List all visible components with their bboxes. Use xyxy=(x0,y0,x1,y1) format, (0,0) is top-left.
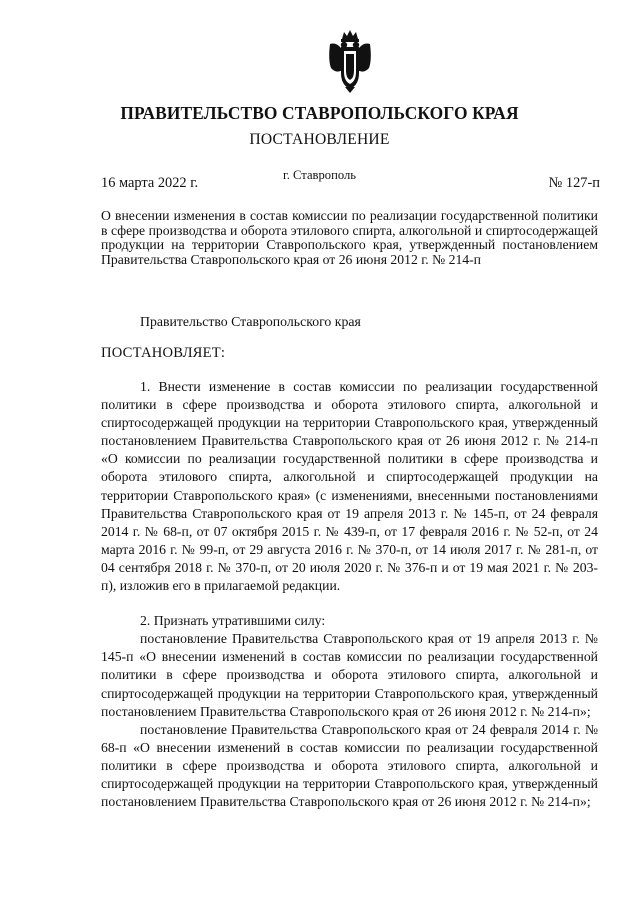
document-body xyxy=(101,378,598,811)
document-city: г. Ставрополь xyxy=(283,168,356,182)
paragraph-item-1: 1. Внести изменение в состав комиссии по реализации государственной политики в сфере производства и оборота этилового спирта, алкогольной и спиртосодержащей продукции на территории Ставропольского края, утвержденный постановлением Правительства Ставропольского края от 26 июня 2012 г. № 214-п «О комиссии по реализации государственной политики в сфере производства и оборота этилового спирта, алкогольной и спиртосодержащей продукции на территории Ставропольского края» (с изменениями, внесенными постановлениями Правительства Ставропольского края от 19 апреля 2013 г. № 145-п, от 24 февраля 2014 г. № 68-п, от 07 октября 2015 г. № 439-п, от 17 февраля 2016 г. № 52-п, от 24 марта 2016 г. № 99-п, от 29 августа 2016 г. № 370-п, от 14 июля 2017 г. № 281-п, от 04 сентября 2018 г. № 370-п, от 20 июля 2020 г. № 376-п и от 19 мая 2021 г. № 203-п), изложив его в прилагаемой редакции. xyxy=(101,379,598,594)
paragraph-item-2-sub-1: постановление Правительства Ставропольского края от 19 апреля 2013 г. № 145-п «О внесении изменений в состав комиссии по реализации государственной политики в сфере производства и оборота этилового спирта, алкогольной и спиртосодержащей продукции на территории Ставропольского края, утвержденный постановлением Правительства Ставропольского края от 26 июня 2012 г. № 214-п»; xyxy=(101,631,598,719)
paragraph-item-2: 2. Признать утратившими силу: xyxy=(140,613,326,629)
issuing-body: Правительство Ставропольского края xyxy=(140,314,361,329)
document-heading: О внесении изменения в состав комиссии по реализации государственной политики в сфере производства и оборота этилового спирта, алкогольной и спиртосодержащей продукции на территории Ставропольского края, утвержденный постановлением Правительства Ставропольского края от 26 июня 2012 г. № 214-п xyxy=(101,208,598,267)
document-type: ПОСТАНОВЛЕНИЕ xyxy=(249,131,390,148)
document-number: № 127-п xyxy=(548,175,600,191)
government-title: ПРАВИТЕЛЬСТВО СТАВРОПОЛЬСКОГО КРАЯ xyxy=(120,103,519,123)
document-date: 16 марта 2022 г. xyxy=(101,175,199,191)
paragraph-item-2-sub-2: постановление Правительства Ставропольского края от 24 февраля 2014 г. № 68-п «О внесении изменений в состав комиссии по реализации государственной политики в сфере производства и оборота этилового спирта, алкогольной и спиртосодержащей продукции на территории Ставропольского края, утвержденный постановлением Правительства Ставропольского края от 26 июня 2012 г. № 214-п»; xyxy=(101,721,598,810)
decree-word: ПОСТАНОВЛЯЕТ: xyxy=(101,345,226,361)
coat-of-arms-icon xyxy=(327,30,373,94)
